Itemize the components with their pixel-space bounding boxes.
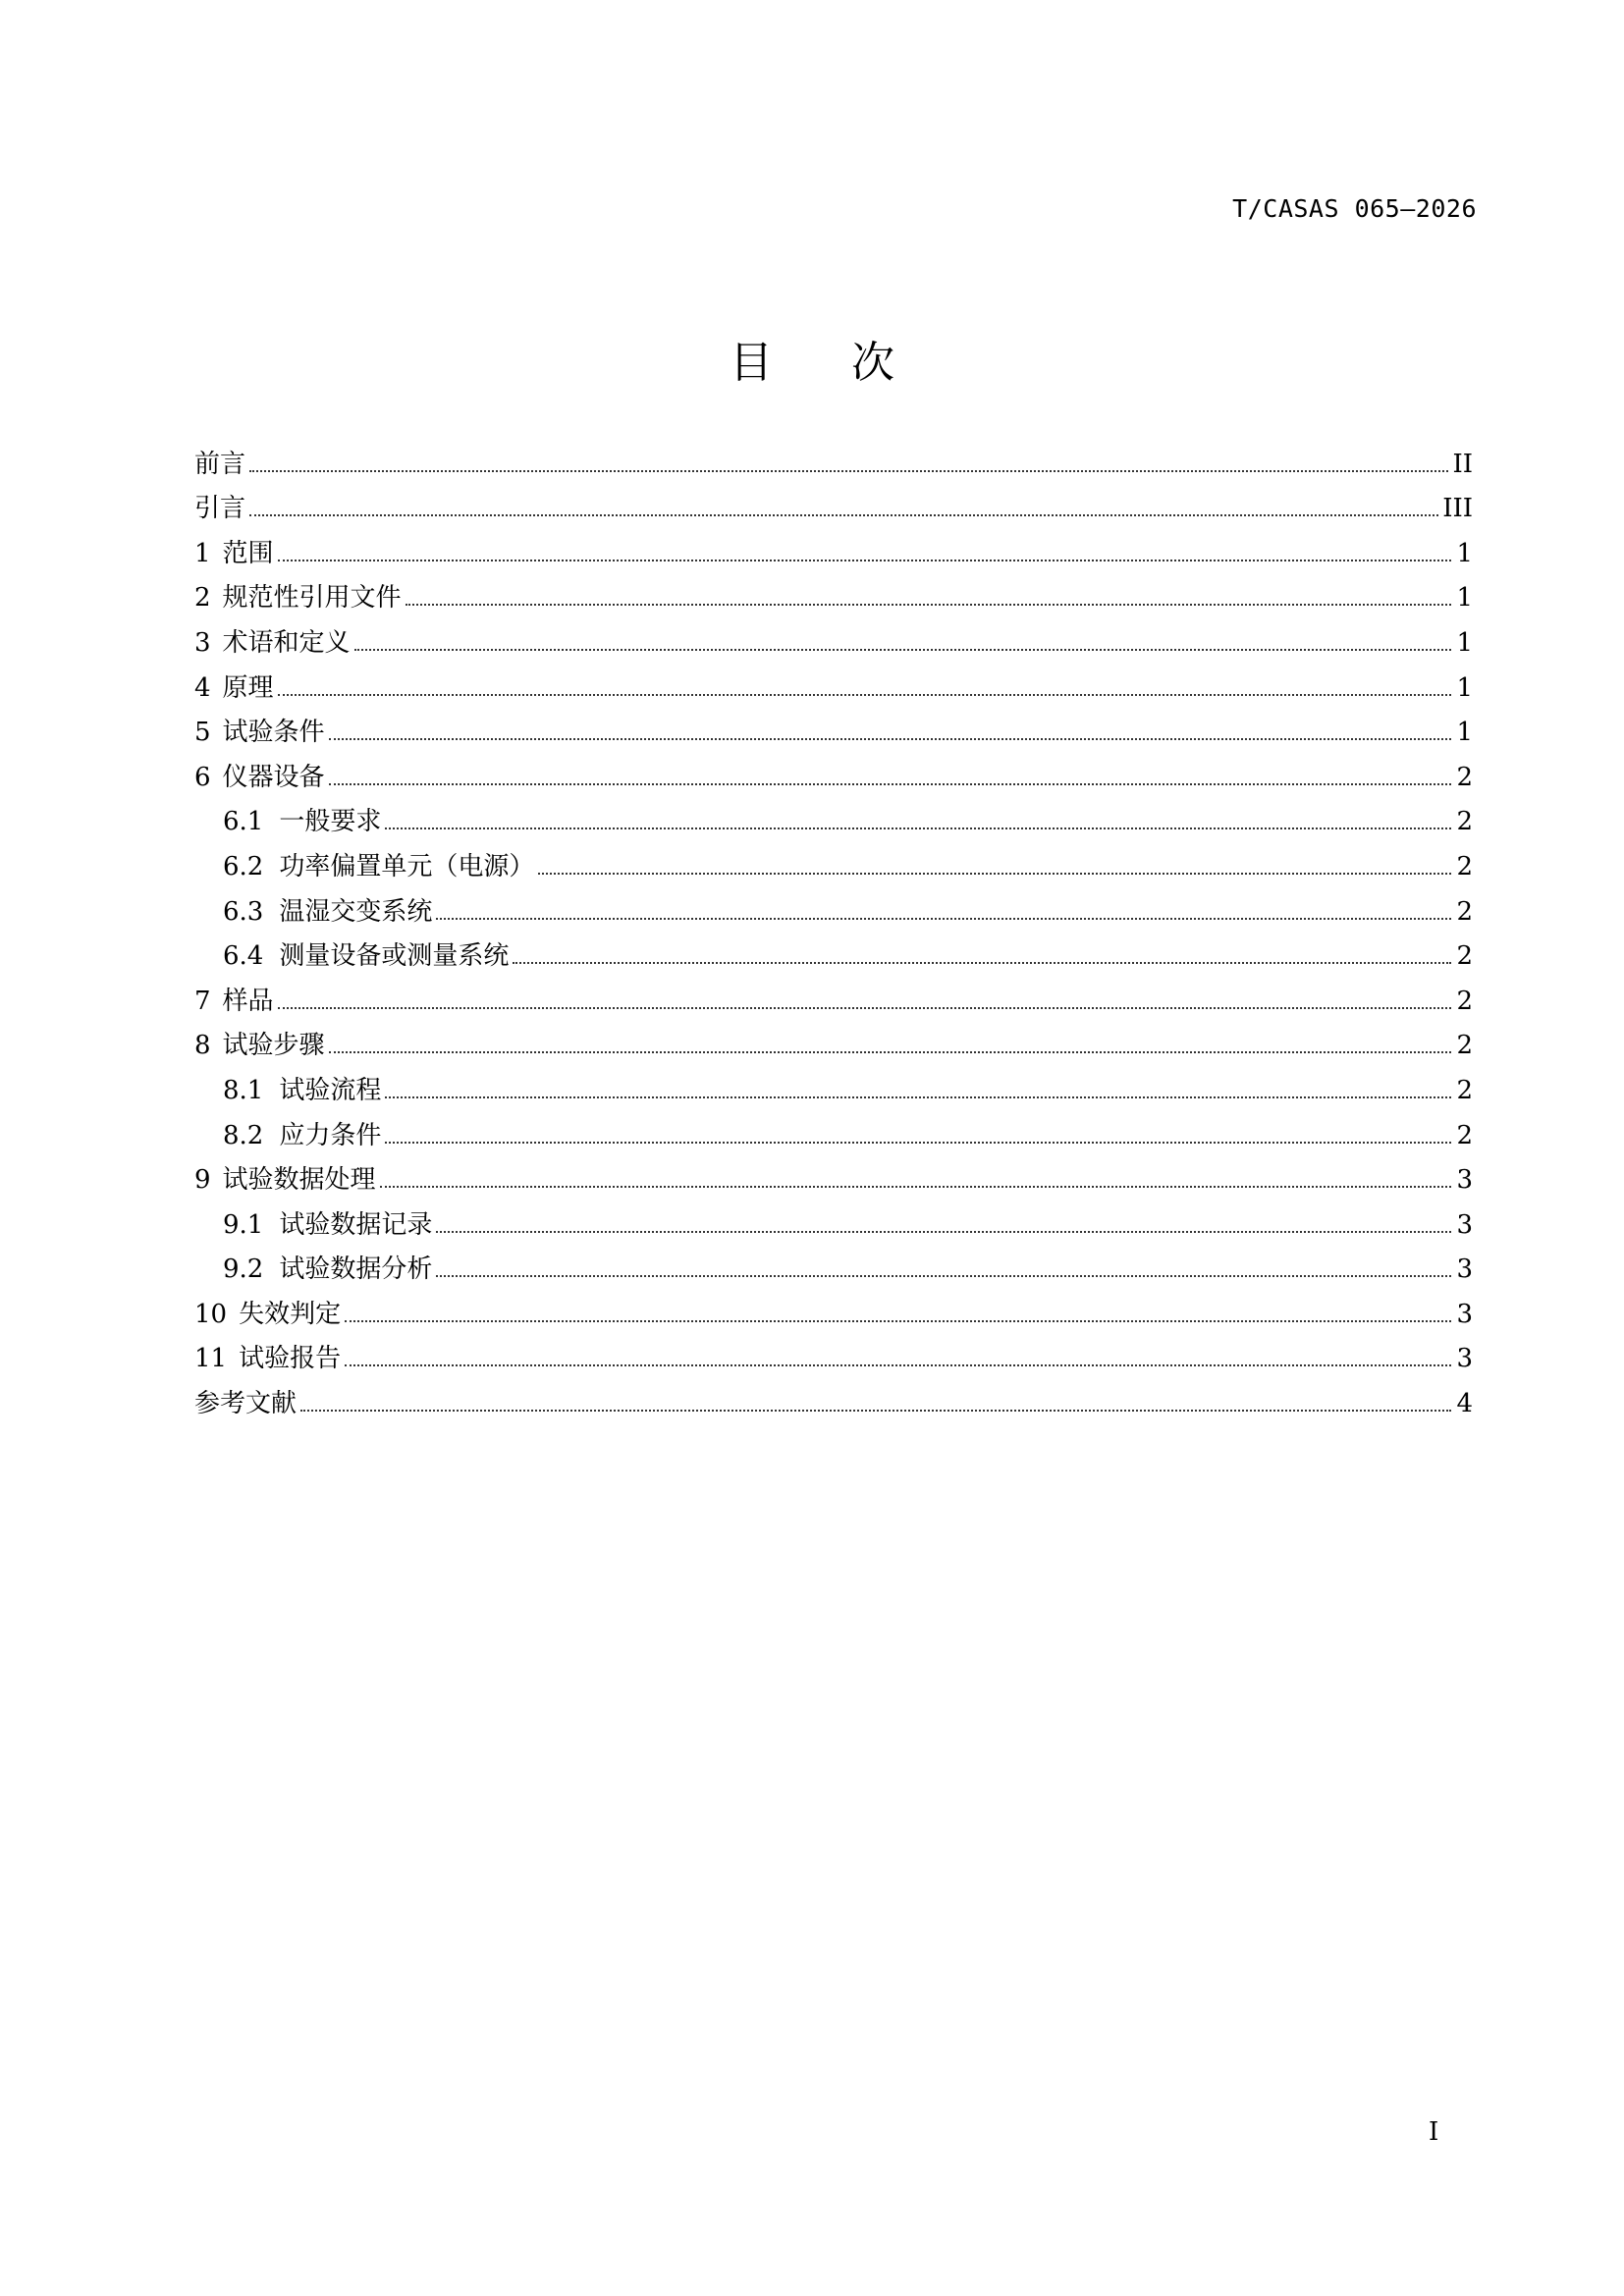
- toc-entry-page: 2: [1456, 1075, 1473, 1105]
- toc-dot-leader: [354, 649, 1451, 651]
- toc-entry-page: 1: [1456, 538, 1473, 568]
- toc-entry-page: 1: [1456, 627, 1473, 658]
- toc-dot-leader: [329, 783, 1451, 785]
- toc-entry[interactable]: [194, 929, 1473, 974]
- page-number: I: [1429, 2117, 1439, 2147]
- toc-entry-page: 1: [1456, 583, 1473, 614]
- toc-entry-label: 参考文献: [194, 1389, 298, 1419]
- toc-dot-leader: [385, 1142, 1451, 1144]
- toc-entry[interactable]: [194, 570, 1473, 615]
- toc-dot-leader: [538, 873, 1451, 875]
- toc-entry-page: 3: [1456, 1255, 1473, 1285]
- toc-entry-page: 2: [1456, 896, 1473, 927]
- toc-entry-page: 2: [1456, 986, 1473, 1016]
- toc-entry-number: 8.1: [223, 1075, 264, 1105]
- toc-entry[interactable]: [194, 883, 1473, 929]
- toc-entry-label: 范围: [222, 538, 274, 568]
- toc-entry-label: 引言: [194, 494, 246, 524]
- toc-entry[interactable]: [194, 705, 1473, 750]
- toc-dot-leader: [300, 1410, 1451, 1412]
- toc-dot-leader: [249, 514, 1438, 516]
- toc-entry-page: 1: [1456, 718, 1473, 748]
- toc-entry[interactable]: [194, 1197, 1473, 1242]
- toc-entry-number: 9.1: [223, 1209, 264, 1240]
- toc-dot-leader: [278, 560, 1451, 561]
- toc-entry[interactable]: [194, 973, 1473, 1018]
- toc-entry-number: 6.4: [223, 941, 264, 972]
- toc-entry-page: 2: [1456, 807, 1473, 837]
- toc-entry-page: 1: [1456, 672, 1473, 703]
- toc-dot-leader: [385, 1096, 1451, 1098]
- toc-entry-page: 3: [1456, 1165, 1473, 1196]
- toc-entry-label: 功率偏置单元（电源）: [279, 851, 535, 881]
- toc-entry-number: 6.3: [223, 896, 264, 927]
- toc-entry-number: 9.2: [223, 1255, 264, 1285]
- table-of-contents: [194, 436, 1473, 1420]
- toc-entry-number: 5: [194, 718, 211, 748]
- toc-entry-label: 试验流程: [279, 1075, 382, 1105]
- toc-title: 目次: [730, 338, 973, 388]
- toc-entry-page: 2: [1456, 1120, 1473, 1150]
- toc-entry[interactable]: [194, 525, 1473, 570]
- toc-entry-number: 8: [194, 1031, 211, 1061]
- toc-entry-label: 一般要求: [279, 807, 382, 837]
- toc-entry[interactable]: [194, 436, 1473, 481]
- toc-entry[interactable]: [194, 1018, 1473, 1063]
- toc-entry-label: 应力条件: [279, 1120, 382, 1150]
- toc-entry-page: 4: [1456, 1389, 1473, 1419]
- toc-entry-page: II: [1452, 449, 1473, 479]
- toc-entry-number: 2: [194, 583, 211, 614]
- toc-entry-number: 3: [194, 627, 211, 658]
- toc-dot-leader: [278, 694, 1451, 696]
- toc-entry-label: 样品: [222, 986, 274, 1016]
- toc-dot-leader: [380, 1186, 1451, 1188]
- toc-entry-number: 10: [194, 1299, 228, 1329]
- toc-entry-label: 术语和定义: [222, 627, 351, 658]
- toc-entry-label: 试验条件: [222, 718, 325, 748]
- toc-entry[interactable]: [194, 1375, 1473, 1420]
- toc-entry-page: 2: [1456, 941, 1473, 972]
- toc-dot-leader: [436, 918, 1451, 920]
- toc-entry[interactable]: [194, 1242, 1473, 1287]
- toc-entry-page: 3: [1456, 1344, 1473, 1374]
- toc-entry-number: 11: [194, 1344, 228, 1374]
- toc-dot-leader: [329, 738, 1451, 740]
- toc-entry-number: 7: [194, 986, 211, 1016]
- toc-entry-label: 失效判定: [239, 1299, 342, 1329]
- toc-entry-number: 6.2: [223, 851, 264, 881]
- toc-entry-page: III: [1442, 494, 1473, 524]
- toc-entry-page: 2: [1456, 851, 1473, 881]
- toc-dot-leader: [436, 1231, 1451, 1233]
- toc-entry-page: 3: [1456, 1209, 1473, 1240]
- toc-entry[interactable]: [194, 1286, 1473, 1331]
- toc-entry[interactable]: [194, 1331, 1473, 1376]
- toc-entry-label: 测量设备或测量系统: [279, 941, 510, 972]
- toc-entry-label: 试验步骤: [222, 1031, 325, 1061]
- toc-entry[interactable]: [194, 1107, 1473, 1152]
- document-code: T/CASAS 065—2026: [1232, 194, 1477, 223]
- toc-entry-page: 2: [1456, 762, 1473, 792]
- toc-dot-leader: [329, 1051, 1451, 1053]
- toc-entry-number: 6: [194, 762, 211, 792]
- toc-entry-number: 4: [194, 672, 211, 703]
- toc-entry-label: 前言: [194, 449, 246, 479]
- toc-entry-label: 试验数据记录: [279, 1209, 433, 1240]
- toc-dot-leader: [406, 604, 1451, 606]
- toc-entry-label: 温湿交变系统: [279, 896, 433, 927]
- toc-entry[interactable]: [194, 838, 1473, 883]
- toc-dot-leader: [385, 828, 1451, 829]
- toc-entry-label: 试验数据处理: [222, 1165, 376, 1196]
- toc-entry[interactable]: [194, 749, 1473, 794]
- toc-dot-leader: [249, 470, 1448, 472]
- toc-entry-label: 试验报告: [239, 1344, 342, 1374]
- toc-entry[interactable]: [194, 481, 1473, 526]
- toc-entry-number: 8.2: [223, 1120, 264, 1150]
- toc-entry-label: 规范性引用文件: [222, 583, 402, 614]
- toc-entry-label: 试验数据分析: [279, 1255, 433, 1285]
- toc-entry[interactable]: [194, 614, 1473, 660]
- toc-dot-leader: [345, 1320, 1451, 1322]
- toc-entry[interactable]: [194, 794, 1473, 839]
- toc-entry-label: 原理: [222, 672, 274, 703]
- toc-dot-leader: [345, 1364, 1451, 1366]
- toc-entry-label: 仪器设备: [222, 762, 325, 792]
- toc-dot-leader: [513, 962, 1451, 964]
- toc-entry-number: 1: [194, 538, 211, 568]
- toc-dot-leader: [278, 1007, 1451, 1009]
- toc-entry-number: 6.1: [223, 807, 264, 837]
- toc-entry-page: 3: [1456, 1299, 1473, 1329]
- toc-entry-page: 2: [1456, 1031, 1473, 1061]
- toc-entry-number: 9: [194, 1165, 211, 1196]
- toc-entry[interactable]: [194, 1062, 1473, 1107]
- toc-entry[interactable]: [194, 660, 1473, 705]
- toc-entry[interactable]: [194, 1152, 1473, 1198]
- toc-dot-leader: [436, 1275, 1451, 1277]
